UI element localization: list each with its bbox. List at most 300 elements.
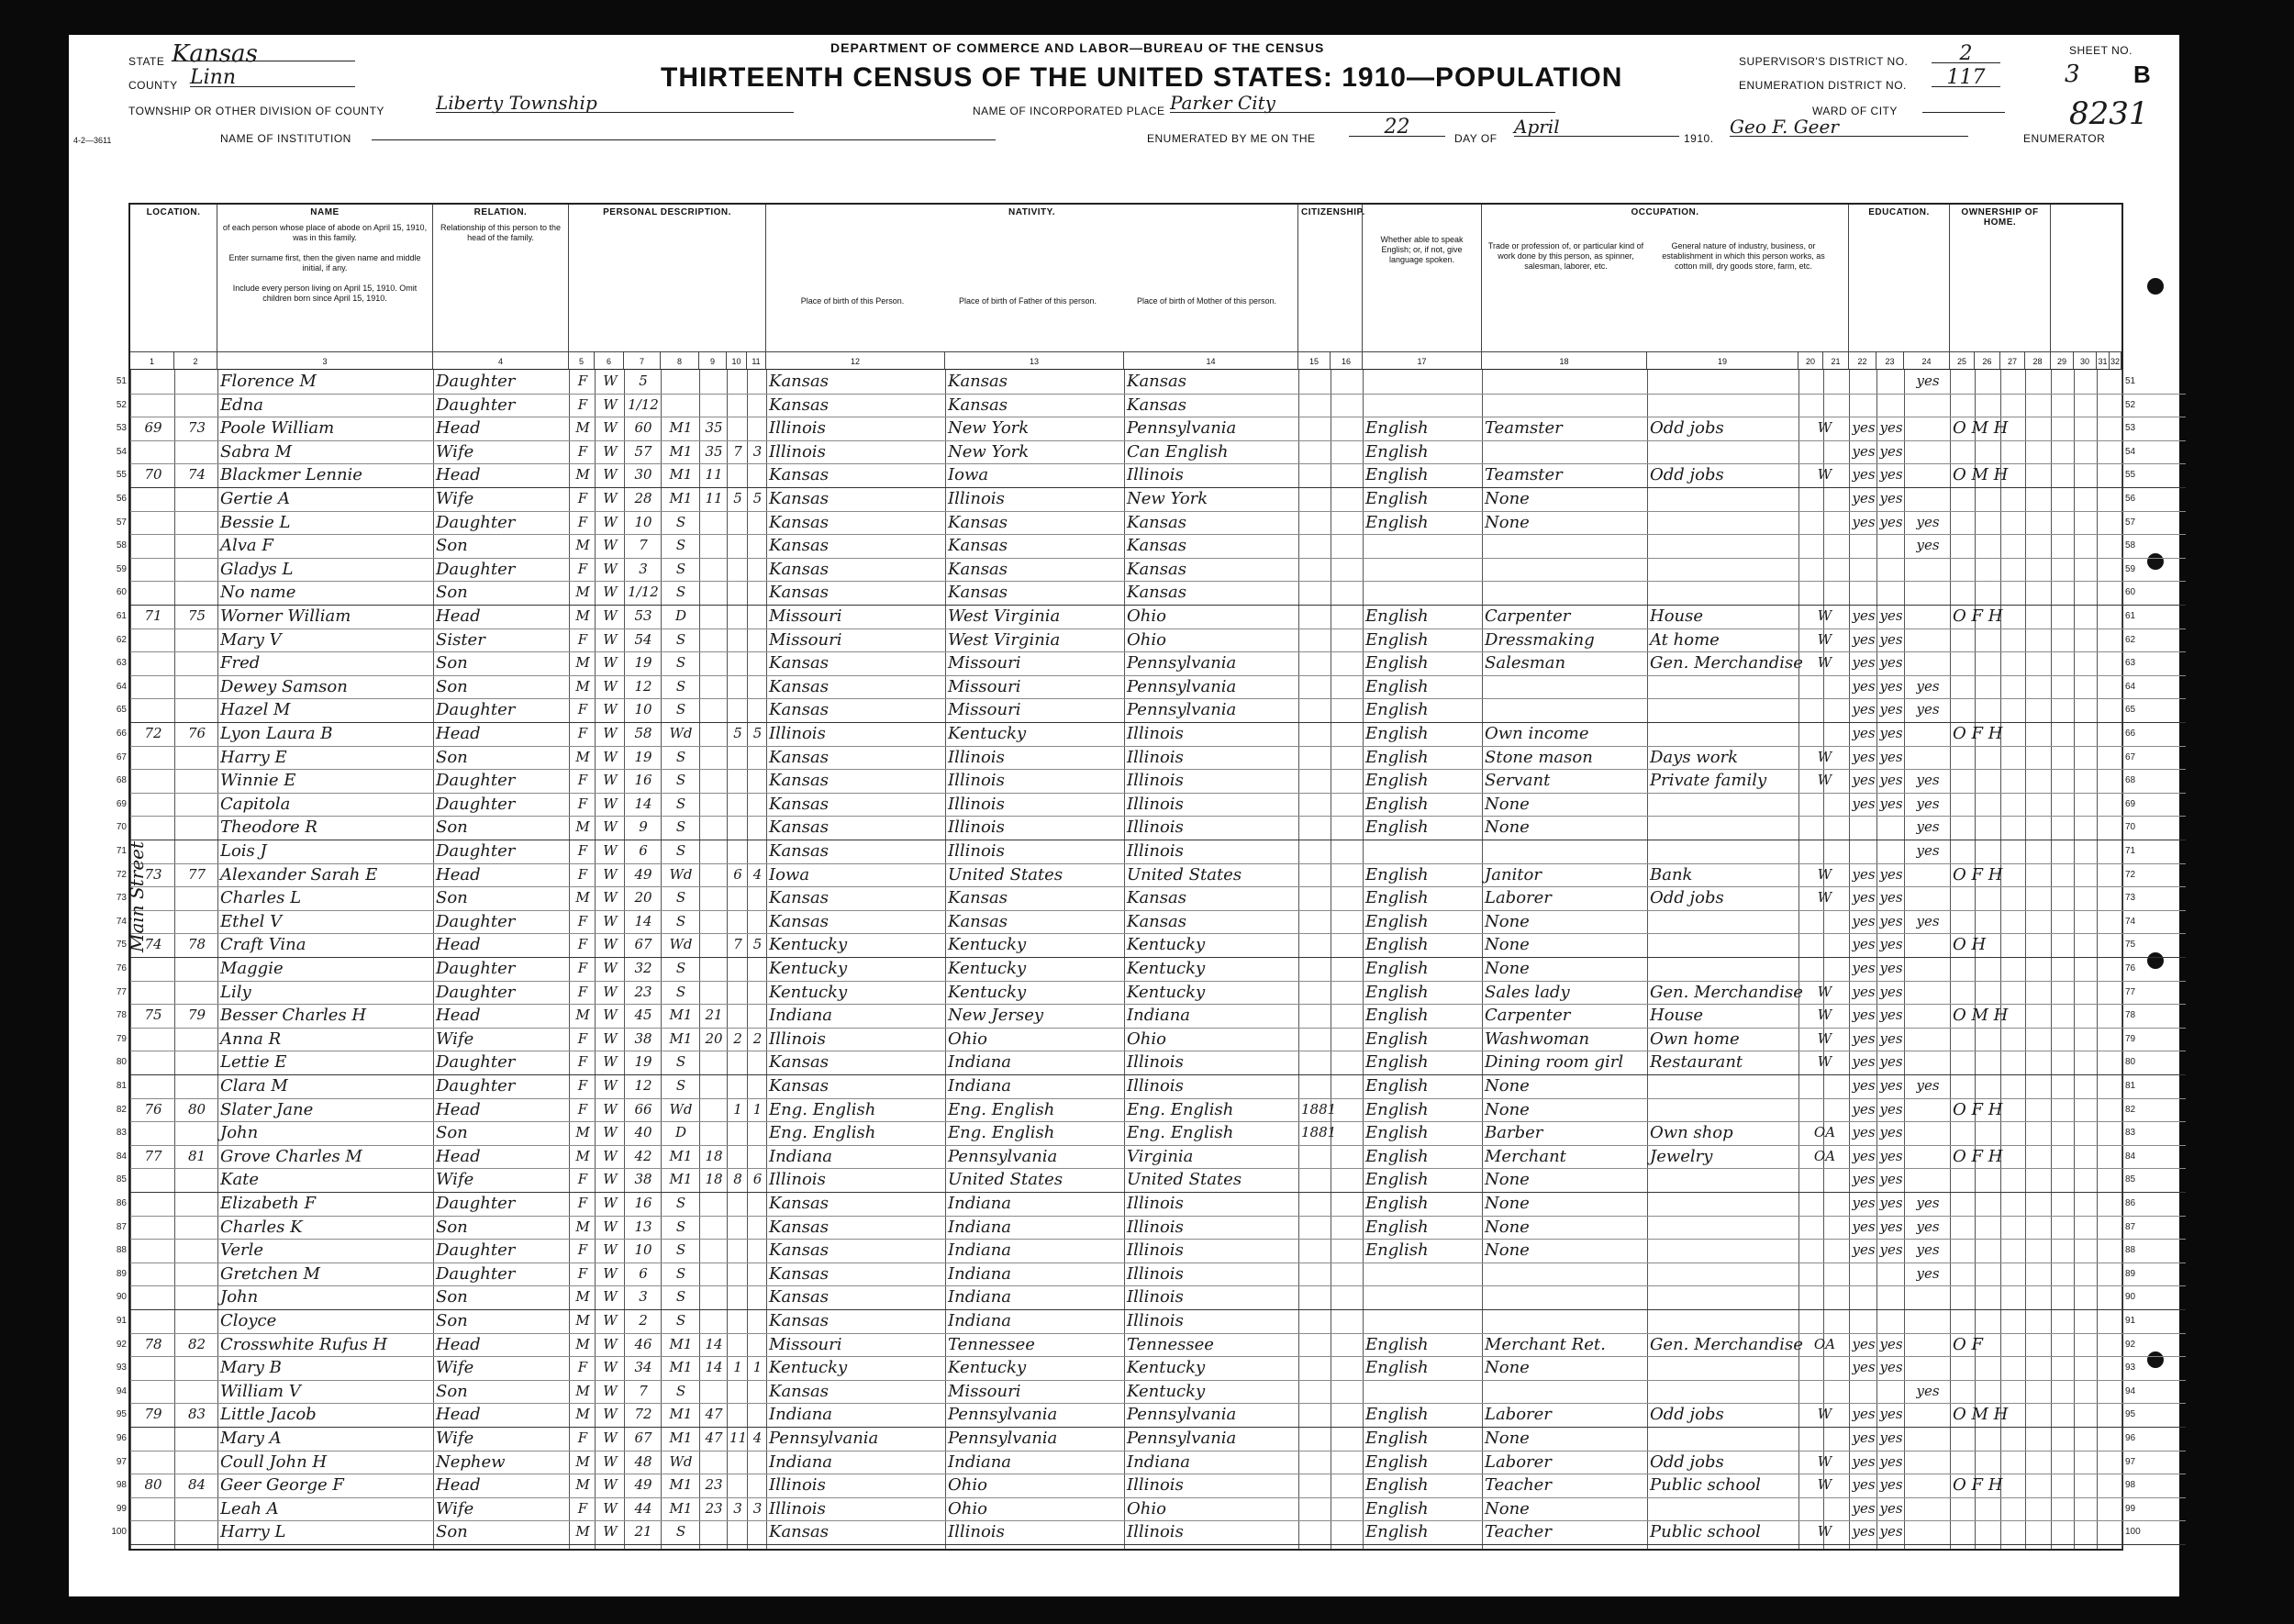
column-number: 27 <box>2000 351 2025 370</box>
cell-years: 21 <box>705 1007 723 1024</box>
line-number: 59 <box>2125 563 2136 574</box>
cell-marital: M1 <box>669 1171 693 1188</box>
cell-sex: F <box>577 795 588 812</box>
cell-write: yes <box>1879 865 1903 883</box>
column-number: 24 <box>1904 351 1950 370</box>
cell-mother: Indiana <box>1127 1452 1191 1472</box>
table-row <box>116 1216 2186 1240</box>
cell-father: Indiana <box>948 1217 1012 1237</box>
cell-birth: Kansas <box>769 841 829 861</box>
header-citizenship: CITIZENSHIP. <box>1298 205 1363 351</box>
cell-birth: Eng. English <box>769 1099 876 1119</box>
cell-father: Illinois <box>948 771 1005 791</box>
cell-sex: M <box>575 654 590 672</box>
cell-trade: Merchant <box>1485 1146 1566 1166</box>
cell-name: Cloyce <box>220 1311 277 1330</box>
line-number: 81 <box>2125 1081 2136 1091</box>
cell-age: 42 <box>634 1147 652 1164</box>
cell-father: Indiana <box>948 1287 1012 1307</box>
cell-birth: Kansas <box>769 911 829 931</box>
day-value: 22 <box>1349 116 1445 137</box>
cell-write: yes <box>1879 1476 1903 1494</box>
cell-born: 11 <box>729 1429 748 1446</box>
cell-lang: English <box>1365 911 1429 931</box>
line-number: 76 <box>2125 963 2136 973</box>
cell-own: O M H <box>1953 418 2009 439</box>
line-number: 88 <box>2125 1245 2136 1256</box>
header-location: LOCATION. <box>130 205 217 351</box>
cell-marital: M1 <box>669 466 693 484</box>
line-number: 72 <box>2125 869 2136 880</box>
table-row <box>116 511 2186 535</box>
cell-birth: Kansas <box>769 465 829 485</box>
grid-row-line <box>130 1544 2186 1545</box>
table-row <box>116 840 2186 863</box>
cell-name: Ethel V <box>220 911 283 931</box>
table-row <box>116 1427 2186 1451</box>
cell-relation: Head <box>436 1099 481 1119</box>
cell-emp: OA <box>1813 1147 1836 1164</box>
cell-marital: M1 <box>669 419 693 437</box>
cell-trade: None <box>1485 1076 1530 1096</box>
cell-relation: Wife <box>436 1170 474 1190</box>
table-row <box>116 1403 2186 1427</box>
cell-relation: Son <box>436 1381 468 1401</box>
cell-family: 78 <box>187 936 206 953</box>
sheet-number: 3 <box>2065 61 2080 88</box>
line-number: 70 <box>116 822 127 833</box>
cell-sex: M <box>575 419 590 437</box>
cell-marital: S <box>675 654 686 672</box>
cell-sex: M <box>575 1476 590 1494</box>
column-number: 13 <box>945 351 1124 370</box>
cell-sex: F <box>577 1264 588 1282</box>
cell-name: Harry L <box>220 1522 286 1542</box>
cell-father: Missouri <box>948 676 1021 696</box>
table-row <box>116 651 2186 675</box>
cell-name: Slater Jane <box>220 1099 314 1119</box>
cell-name: Lyon Laura B <box>220 724 333 743</box>
cell-race: W <box>603 1077 618 1094</box>
line-number: 53 <box>2125 423 2136 434</box>
cell-name: Dewey Samson <box>220 676 348 696</box>
cell-father: Illinois <box>948 489 1005 508</box>
cell-born: 1 <box>733 1359 742 1376</box>
cell-age: 54 <box>634 630 652 648</box>
line-number: 67 <box>2125 751 2136 762</box>
cell-mother: Kansas <box>1127 888 1186 908</box>
cell-marital: S <box>675 1264 686 1282</box>
cell-birth: Kansas <box>769 747 829 767</box>
table-row <box>116 558 2186 582</box>
cell-write: yes <box>1879 1335 1903 1352</box>
cell-father: New Jersey <box>948 1006 1044 1026</box>
cell-own: O F H <box>1953 1146 2003 1166</box>
cell-age: 10 <box>634 513 652 530</box>
line-number: 65 <box>116 705 127 716</box>
table-row <box>116 1474 2186 1497</box>
cell-sex: M <box>575 677 590 695</box>
cell-name: Hazel M <box>220 700 291 720</box>
line-number: 88 <box>116 1245 127 1256</box>
cell-trade: None <box>1485 794 1530 814</box>
cell-name: Mary A <box>220 1429 282 1448</box>
cell-emp: W <box>1817 630 1832 648</box>
cell-birth: Illinois <box>769 1029 826 1049</box>
ward-label: WARD OF CITY <box>1812 105 1898 117</box>
cell-race: W <box>603 725 618 741</box>
cell-school: yes <box>1916 1218 1940 1235</box>
cell-industry: Public school <box>1650 1475 1761 1496</box>
cell-family: 76 <box>187 725 206 741</box>
cell-read: yes <box>1852 912 1876 929</box>
cell-sex: F <box>577 373 588 389</box>
cell-write: yes <box>1879 936 1903 953</box>
cell-marital: S <box>675 960 686 976</box>
table-row <box>116 487 2186 511</box>
cell-birth: Illinois <box>769 1170 826 1190</box>
cell-mother: Illinois <box>1127 1194 1184 1213</box>
cell-write: yes <box>1879 419 1903 437</box>
cell-write: yes <box>1879 772 1903 789</box>
cell-name: Clara M <box>220 1076 288 1096</box>
cell-dwelling: 74 <box>144 936 162 953</box>
cell-industry: Public school <box>1650 1522 1761 1542</box>
cell-living: 5 <box>752 936 763 953</box>
cell-birth: Kansas <box>769 653 829 673</box>
line-number: 52 <box>2125 399 2136 410</box>
cell-birth: Kansas <box>769 583 829 603</box>
cell-name: Anna R <box>220 1029 282 1049</box>
cell-read: yes <box>1852 1429 1876 1446</box>
cell-mother: Ohio <box>1127 629 1166 650</box>
line-number: 98 <box>116 1480 127 1491</box>
cell-years: 20 <box>705 1029 723 1047</box>
cell-sex: F <box>577 1171 588 1188</box>
cell-marital: Wd <box>669 1452 693 1470</box>
cell-birth: Kansas <box>769 1217 829 1237</box>
cell-emp: W <box>1817 1053 1832 1071</box>
cell-living: 5 <box>752 490 763 506</box>
line-number: 63 <box>116 658 127 669</box>
column-number: 20 <box>1798 351 1823 370</box>
enumeration-label: ENUMERATION DISTRICT NO. <box>1739 79 1907 92</box>
table-row <box>116 886 2186 910</box>
cell-read: yes <box>1852 1077 1876 1094</box>
cell-read: yes <box>1852 1147 1876 1164</box>
cell-relation: Daughter <box>436 794 516 814</box>
cell-mother: Pennsylvania <box>1127 418 1237 439</box>
cell-father: Illinois <box>948 841 1005 861</box>
cell-birth: Illinois <box>769 418 826 439</box>
cell-marital: S <box>675 1312 686 1329</box>
cell-lang: English <box>1365 606 1429 626</box>
cell-write: yes <box>1879 466 1903 484</box>
cell-age: 44 <box>634 1499 652 1517</box>
cell-lang: English <box>1365 1194 1429 1213</box>
cell-marital: S <box>675 818 686 836</box>
cell-father: Indiana <box>948 1076 1012 1096</box>
cell-lang: English <box>1365 629 1429 650</box>
cell-mother: Illinois <box>1127 1076 1184 1096</box>
cell-name: Capitola <box>220 794 291 814</box>
cell-lang: English <box>1365 653 1429 673</box>
cell-write: yes <box>1879 725 1903 741</box>
punch-hole <box>2147 278 2164 295</box>
line-number: 94 <box>2125 1385 2136 1396</box>
cell-mother: Virginia <box>1127 1146 1194 1166</box>
cell-age: 19 <box>634 748 652 765</box>
cell-birth: Pennsylvania <box>769 1429 879 1448</box>
cell-marital: S <box>675 912 686 929</box>
header-personal: PERSONAL DESCRIPTION. <box>569 205 766 351</box>
cell-name: Fred <box>220 653 261 673</box>
cell-race: W <box>603 818 618 836</box>
cell-name: Mary B <box>220 1358 282 1378</box>
cell-read: yes <box>1852 960 1876 976</box>
cell-read: yes <box>1852 1195 1876 1211</box>
cell-trade: None <box>1485 1099 1530 1119</box>
cell-read: yes <box>1852 1452 1876 1470</box>
cell-birth: Kansas <box>769 771 829 791</box>
cell-age: 16 <box>634 1195 652 1211</box>
cell-race: W <box>603 1195 618 1211</box>
table-row <box>116 1333 2186 1357</box>
line-number: 91 <box>116 1316 127 1326</box>
cell-birth: Missouri <box>769 629 842 650</box>
cell-lang: English <box>1365 1029 1429 1049</box>
cell-race: W <box>603 1124 618 1141</box>
header-relation: RELATION. Relationship of this person to the head of the family. <box>433 205 569 351</box>
cell-marital: S <box>675 889 686 907</box>
cell-family: 83 <box>187 1406 206 1423</box>
cell-write: yes <box>1879 1147 1903 1164</box>
column-number: 4 <box>433 351 569 370</box>
cell-mother: United States <box>1127 864 1242 884</box>
cell-race: W <box>603 960 618 976</box>
cell-birth: Iowa <box>769 864 810 884</box>
table-row <box>116 463 2186 487</box>
cell-name: No name <box>220 583 296 603</box>
line-number: 60 <box>116 587 127 598</box>
cell-trade: Dressmaking <box>1485 629 1595 650</box>
cell-marital: M1 <box>669 490 693 506</box>
cell-living: 3 <box>752 1499 763 1517</box>
cell-sex: M <box>575 1382 590 1399</box>
cell-mother: Indiana <box>1127 1006 1191 1026</box>
cell-mother: Kansas <box>1127 395 1186 415</box>
cell-trade: Teacher <box>1485 1522 1552 1542</box>
cell-relation: Daughter <box>436 911 516 931</box>
cell-industry: Restaurant <box>1650 1052 1743 1073</box>
cell-living: 1 <box>752 1100 763 1118</box>
cell-relation: Head <box>436 1334 481 1354</box>
line-number: 84 <box>2125 1151 2136 1162</box>
line-number: 86 <box>116 1198 127 1208</box>
cell-born: 3 <box>733 1499 742 1517</box>
cell-sex: F <box>577 960 588 976</box>
table-row <box>116 534 2186 558</box>
cell-living: 4 <box>752 1429 763 1446</box>
state-label: STATE <box>128 55 165 68</box>
cell-age: 67 <box>634 1429 652 1446</box>
cell-race: W <box>603 701 618 718</box>
cell-mother: United States <box>1127 1170 1242 1190</box>
cell-sex: F <box>577 630 588 648</box>
line-number: 52 <box>116 399 127 410</box>
cell-name: Charles K <box>220 1217 303 1237</box>
cell-dwelling: 71 <box>144 607 162 624</box>
cell-sex: M <box>575 1452 590 1470</box>
cell-father: Kansas <box>948 888 1008 908</box>
cell-mother: Pennsylvania <box>1127 1429 1237 1448</box>
cell-sex: M <box>575 1218 590 1235</box>
line-number: 87 <box>116 1221 127 1232</box>
cell-write: yes <box>1879 1218 1903 1235</box>
cell-name: Geer George F <box>220 1475 344 1496</box>
line-number: 85 <box>116 1174 127 1185</box>
table-row <box>116 1356 2186 1380</box>
cell-birth: Indiana <box>769 1452 833 1472</box>
cell-sex: F <box>577 1429 588 1446</box>
cell-birth: Kansas <box>769 1287 829 1307</box>
cell-name: Lettie E <box>220 1052 287 1073</box>
township-label: TOWNSHIP OR OTHER DIVISION OF COUNTY <box>128 105 384 117</box>
line-number: 83 <box>116 1128 127 1139</box>
table-row <box>116 1309 2186 1333</box>
cell-trade: None <box>1485 959 1530 978</box>
supervisor-label: SUPERVISOR'S DISTRICT NO. <box>1739 55 1909 68</box>
cell-race: W <box>603 1335 618 1352</box>
cell-name: Winnie E <box>220 771 296 791</box>
column-number: 18 <box>1482 351 1647 370</box>
cell-living: 2 <box>752 1029 763 1047</box>
cell-marital: S <box>675 630 686 648</box>
cell-age: 13 <box>634 1218 652 1235</box>
table-row <box>116 722 2186 746</box>
column-number: 6 <box>595 351 624 370</box>
cell-race: W <box>603 1288 618 1306</box>
line-number: 73 <box>2125 893 2136 904</box>
cell-sex: M <box>575 1335 590 1352</box>
cell-father: United States <box>948 1170 1063 1190</box>
department-line: DEPARTMENT OF COMMERCE AND LABOR—BUREAU OF THE CENSUS <box>830 40 1325 55</box>
cell-industry: Bank <box>1650 864 1693 884</box>
cell-marital: S <box>675 584 686 601</box>
cell-trade: None <box>1485 1194 1530 1213</box>
cell-name: John <box>220 1287 259 1307</box>
cell-born: 5 <box>733 725 742 741</box>
column-number: 16 <box>1331 351 1363 370</box>
cell-trade: Laborer <box>1485 1452 1552 1472</box>
cell-write: yes <box>1879 701 1903 718</box>
cell-age: 3 <box>639 560 648 577</box>
cell-father: Ohio <box>948 1498 987 1518</box>
line-number: 85 <box>2125 1174 2136 1185</box>
cell-birth: Kentucky <box>769 959 848 978</box>
cell-lang: English <box>1365 1358 1429 1378</box>
cell-lang: English <box>1365 676 1429 696</box>
cell-read: yes <box>1852 1406 1876 1423</box>
cell-sex: M <box>575 607 590 624</box>
cell-write: yes <box>1879 607 1903 624</box>
cell-write: yes <box>1879 1523 1903 1541</box>
cell-read: yes <box>1852 1499 1876 1517</box>
cell-trade: None <box>1485 1358 1530 1378</box>
cell-mother: Kansas <box>1127 559 1186 579</box>
cell-birth: Indiana <box>769 1405 833 1425</box>
cell-emp: W <box>1817 983 1832 1000</box>
cell-mother: Illinois <box>1127 1240 1184 1261</box>
line-number: 90 <box>2125 1292 2136 1303</box>
cell-write: yes <box>1879 889 1903 907</box>
cell-relation: Son <box>436 1311 468 1330</box>
line-number: 58 <box>116 540 127 551</box>
cell-birth: Indiana <box>769 1006 833 1026</box>
cell-name: Edna <box>220 395 263 415</box>
line-number: 57 <box>2125 517 2136 528</box>
line-number: 60 <box>2125 587 2136 598</box>
cell-lang: English <box>1365 935 1429 955</box>
cell-race: W <box>603 1218 618 1235</box>
cell-marital: S <box>675 1523 686 1541</box>
cell-lang: English <box>1365 418 1429 439</box>
table-row <box>116 394 2186 417</box>
table-row <box>116 1285 2186 1309</box>
table-row <box>116 581 2186 605</box>
line-number: 66 <box>116 729 127 739</box>
cell-write: yes <box>1879 1007 1903 1024</box>
table-row <box>116 1074 2186 1098</box>
cell-race: W <box>603 442 618 460</box>
cell-sex: F <box>577 1100 588 1118</box>
cell-family: 74 <box>187 466 206 484</box>
cell-father: Kansas <box>948 911 1008 931</box>
cell-mother: Pennsylvania <box>1127 653 1237 673</box>
header-ownership: OWNERSHIP OF HOME. <box>1950 205 2051 351</box>
cell-industry: Odd jobs <box>1650 1405 1724 1425</box>
cell-birth: Kansas <box>769 700 829 720</box>
line-number: 79 <box>2125 1033 2136 1044</box>
cell-relation: Son <box>436 583 468 603</box>
cell-birth: Kentucky <box>769 982 848 1002</box>
table-row <box>116 1239 2186 1262</box>
cell-family: 79 <box>187 1007 206 1024</box>
cell-read: yes <box>1852 677 1876 695</box>
cell-name: Leah A <box>220 1498 279 1518</box>
table-body <box>111 370 2186 1549</box>
line-number: 69 <box>116 798 127 809</box>
cell-race: W <box>603 1429 618 1446</box>
line-number: 62 <box>116 634 127 645</box>
column-number: 31 <box>2097 351 2110 370</box>
cell-years: 14 <box>705 1335 723 1352</box>
column-number: 23 <box>1876 351 1904 370</box>
supervisor-value: 2 <box>1932 42 2000 63</box>
cell-school: yes <box>1916 373 1940 389</box>
cell-father: Pennsylvania <box>948 1146 1058 1166</box>
cell-trade: None <box>1485 911 1530 931</box>
cell-age: 12 <box>634 1077 652 1094</box>
cell-marital: M1 <box>669 442 693 460</box>
cell-race: W <box>603 795 618 812</box>
cell-emp: OA <box>1813 1124 1836 1141</box>
year-label: 1910. <box>1684 132 1714 145</box>
cell-marital: D <box>674 607 687 624</box>
cell-father: Illinois <box>948 1522 1005 1542</box>
cell-race: W <box>603 373 618 389</box>
cell-age: 20 <box>634 889 652 907</box>
